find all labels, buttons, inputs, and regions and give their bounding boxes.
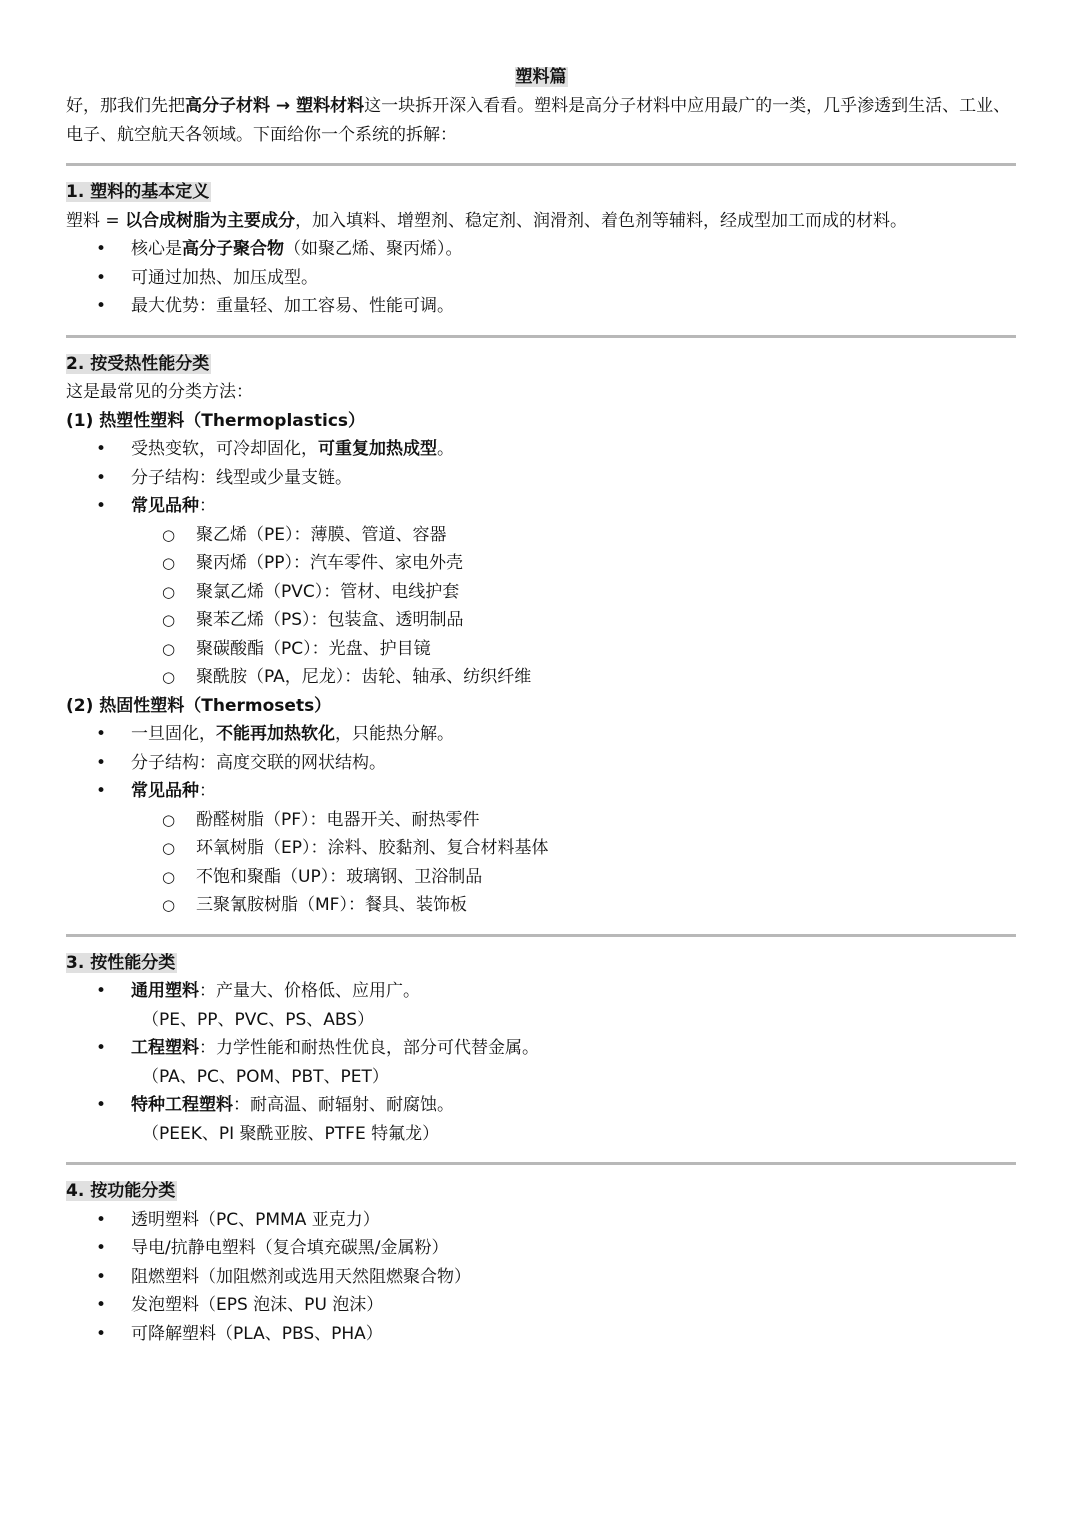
bullet-icon: • [96,1323,107,1344]
section-4-heading: 4. 按功能分类 [66,1181,176,1201]
thermosets-list [66,720,1016,920]
list-item: • 一旦固化，不能再加热软化，只能热分解。 [66,720,1016,749]
bullet-icon: • [96,496,107,516]
circle-bullet-icon: ○ [162,668,176,686]
list-item-examples: （PEEK、PI 聚酰亚胺、PTFE 特氟龙） [142,1123,440,1144]
section-1-heading: 1. 塑料的基本定义 [66,182,210,202]
section-3-heading: 3. 按性能分类 [66,952,176,973]
bullet-icon: • [96,1295,107,1315]
thermoplastics-list [66,435,1016,692]
circle-bullet-icon: ○ [162,554,176,572]
list-item: • 工程塑料：力学性能和耐热性优良，部分可代替金属。 [66,1034,1016,1063]
circle-bullet-icon: ○ [162,582,176,601]
bullet-icon: • [96,1095,107,1115]
circle-bullet-icon: ○ [162,611,176,629]
definition-paragraph: 塑料 = 以合成树脂为主要成分，加入填料、增塑剂、稳定剂、润滑剂、着色剂等辅料，经成型加工而成的材料。 [66,210,908,231]
sub-list-item: ○ 三聚氰胺树脂（MF）：餐具、装饰板 [66,891,1016,920]
list-item: • 阻燃塑料（加阻燃剂或选用天然阻燃聚合物） [66,1263,1016,1292]
list-item: • 常见品种： [66,777,1016,806]
circle-bullet-icon: ○ [162,810,176,829]
section-2-heading: 2. 按受热性能分类 [66,353,210,374]
list-item-examples: （PA、PC、POM、PBT、PET） [142,1066,389,1087]
sub-list-item: ○ 酚醛树脂（PF）：电器开关、耐热零件 [66,806,1016,835]
bullet-icon: • [96,724,107,744]
divider [66,1162,1016,1165]
bullet-icon: • [96,752,107,773]
divider [66,335,1016,338]
list-item: • 发泡塑料（EPS 泡沫、PU 泡沫） [66,1291,1016,1320]
circle-bullet-icon: ○ [162,639,176,658]
circle-bullet-icon: ○ [162,867,176,886]
list-item: • 分子结构：高度交联的网状结构。 [66,749,1016,778]
document-title: 塑料篇 [515,67,567,87]
document-page [66,62,1016,1348]
divider [66,934,1016,937]
sub-list-item: ○ 不饱和聚酯（UP）：玻璃钢、卫浴制品 [66,863,1016,892]
list-item: • 核心是高分子聚合物（如聚乙烯、聚丙烯）。 [66,235,1016,264]
list-item: • 可通过加热、加压成型。 [66,264,1016,293]
section-3-list [66,977,1016,1148]
intro-paragraph: 好，那我们先把高分子材料 → 塑料材料这一块拆开深入看看。塑料是高分子材料中应用最广的一类，几乎渗透到生活、工业、电子、航空航天各领域。下面给你一个系统的拆解： [66,96,1011,145]
bullet-icon: • [96,1238,107,1258]
bullet-icon: • [96,439,107,459]
list-item: • 导电/抗静电塑料（复合填充碳黑/金属粉） [66,1234,1016,1263]
bullet-icon: • [96,296,107,316]
bullet-icon: • [96,781,107,801]
list-item-examples: （PE、PP、PVC、PS、ABS） [142,1009,375,1030]
sub-list-item: ○ 聚氯乙烯（PVC）：管材、电线护套 [66,578,1016,607]
list-item: • 常见品种： [66,492,1016,521]
sub-list-item: ○ 聚酰胺（PA，尼龙）：齿轮、轴承、纺织纤维 [66,663,1016,692]
circle-bullet-icon: ○ [162,839,176,857]
bullet-icon: • [96,1038,107,1058]
thermoplastics-heading: (1) 热塑性塑料（Thermoplastics） [66,410,366,431]
bullet-icon: • [96,467,107,488]
section-2-lead: 这是最常见的分类方法： [66,382,253,402]
section-4-list [66,1206,1016,1349]
list-item: • 特种工程塑料：耐高温、耐辐射、耐腐蚀。 [66,1091,1016,1120]
sub-list-item: ○ 聚苯乙烯（PS）：包装盒、透明制品 [66,606,1016,635]
list-item: • 可降解塑料（PLA、PBS、PHA） [66,1320,1016,1349]
sub-list-item: ○ 聚丙烯（PP）：汽车零件、家电外壳 [66,549,1016,578]
bullet-icon: • [96,239,107,259]
section-1-list [66,235,1016,321]
list-item: • 透明塑料（PC、PMMA 亚克力） [66,1206,1016,1235]
list-item: • 受热变软，可冷却固化，可重复加热成型。 [66,435,1016,464]
list-item: • 分子结构：线型或少量支链。 [66,464,1016,493]
bullet-icon: • [96,1266,107,1287]
bullet-icon: • [96,981,107,1001]
sub-list-item: ○ 聚碳酸酯（PC）：光盘、护目镜 [66,635,1016,664]
bullet-icon: • [96,1209,107,1230]
list-item: • 最大优势：重量轻、加工容易、性能可调。 [66,292,1016,321]
sub-list-item: ○ 聚乙烯（PE）：薄膜、管道、容器 [66,521,1016,550]
circle-bullet-icon: ○ [162,525,176,544]
divider [66,163,1016,166]
circle-bullet-icon: ○ [162,896,176,914]
thermosets-heading: (2) 热固性塑料（Thermosets） [66,695,332,716]
list-item: • 通用塑料：产量大、价格低、应用广。 [66,977,1016,1006]
sub-list-item: ○ 环氧树脂（EP）：涂料、胶黏剂、复合材料基体 [66,834,1016,863]
bullet-icon: • [96,267,107,288]
